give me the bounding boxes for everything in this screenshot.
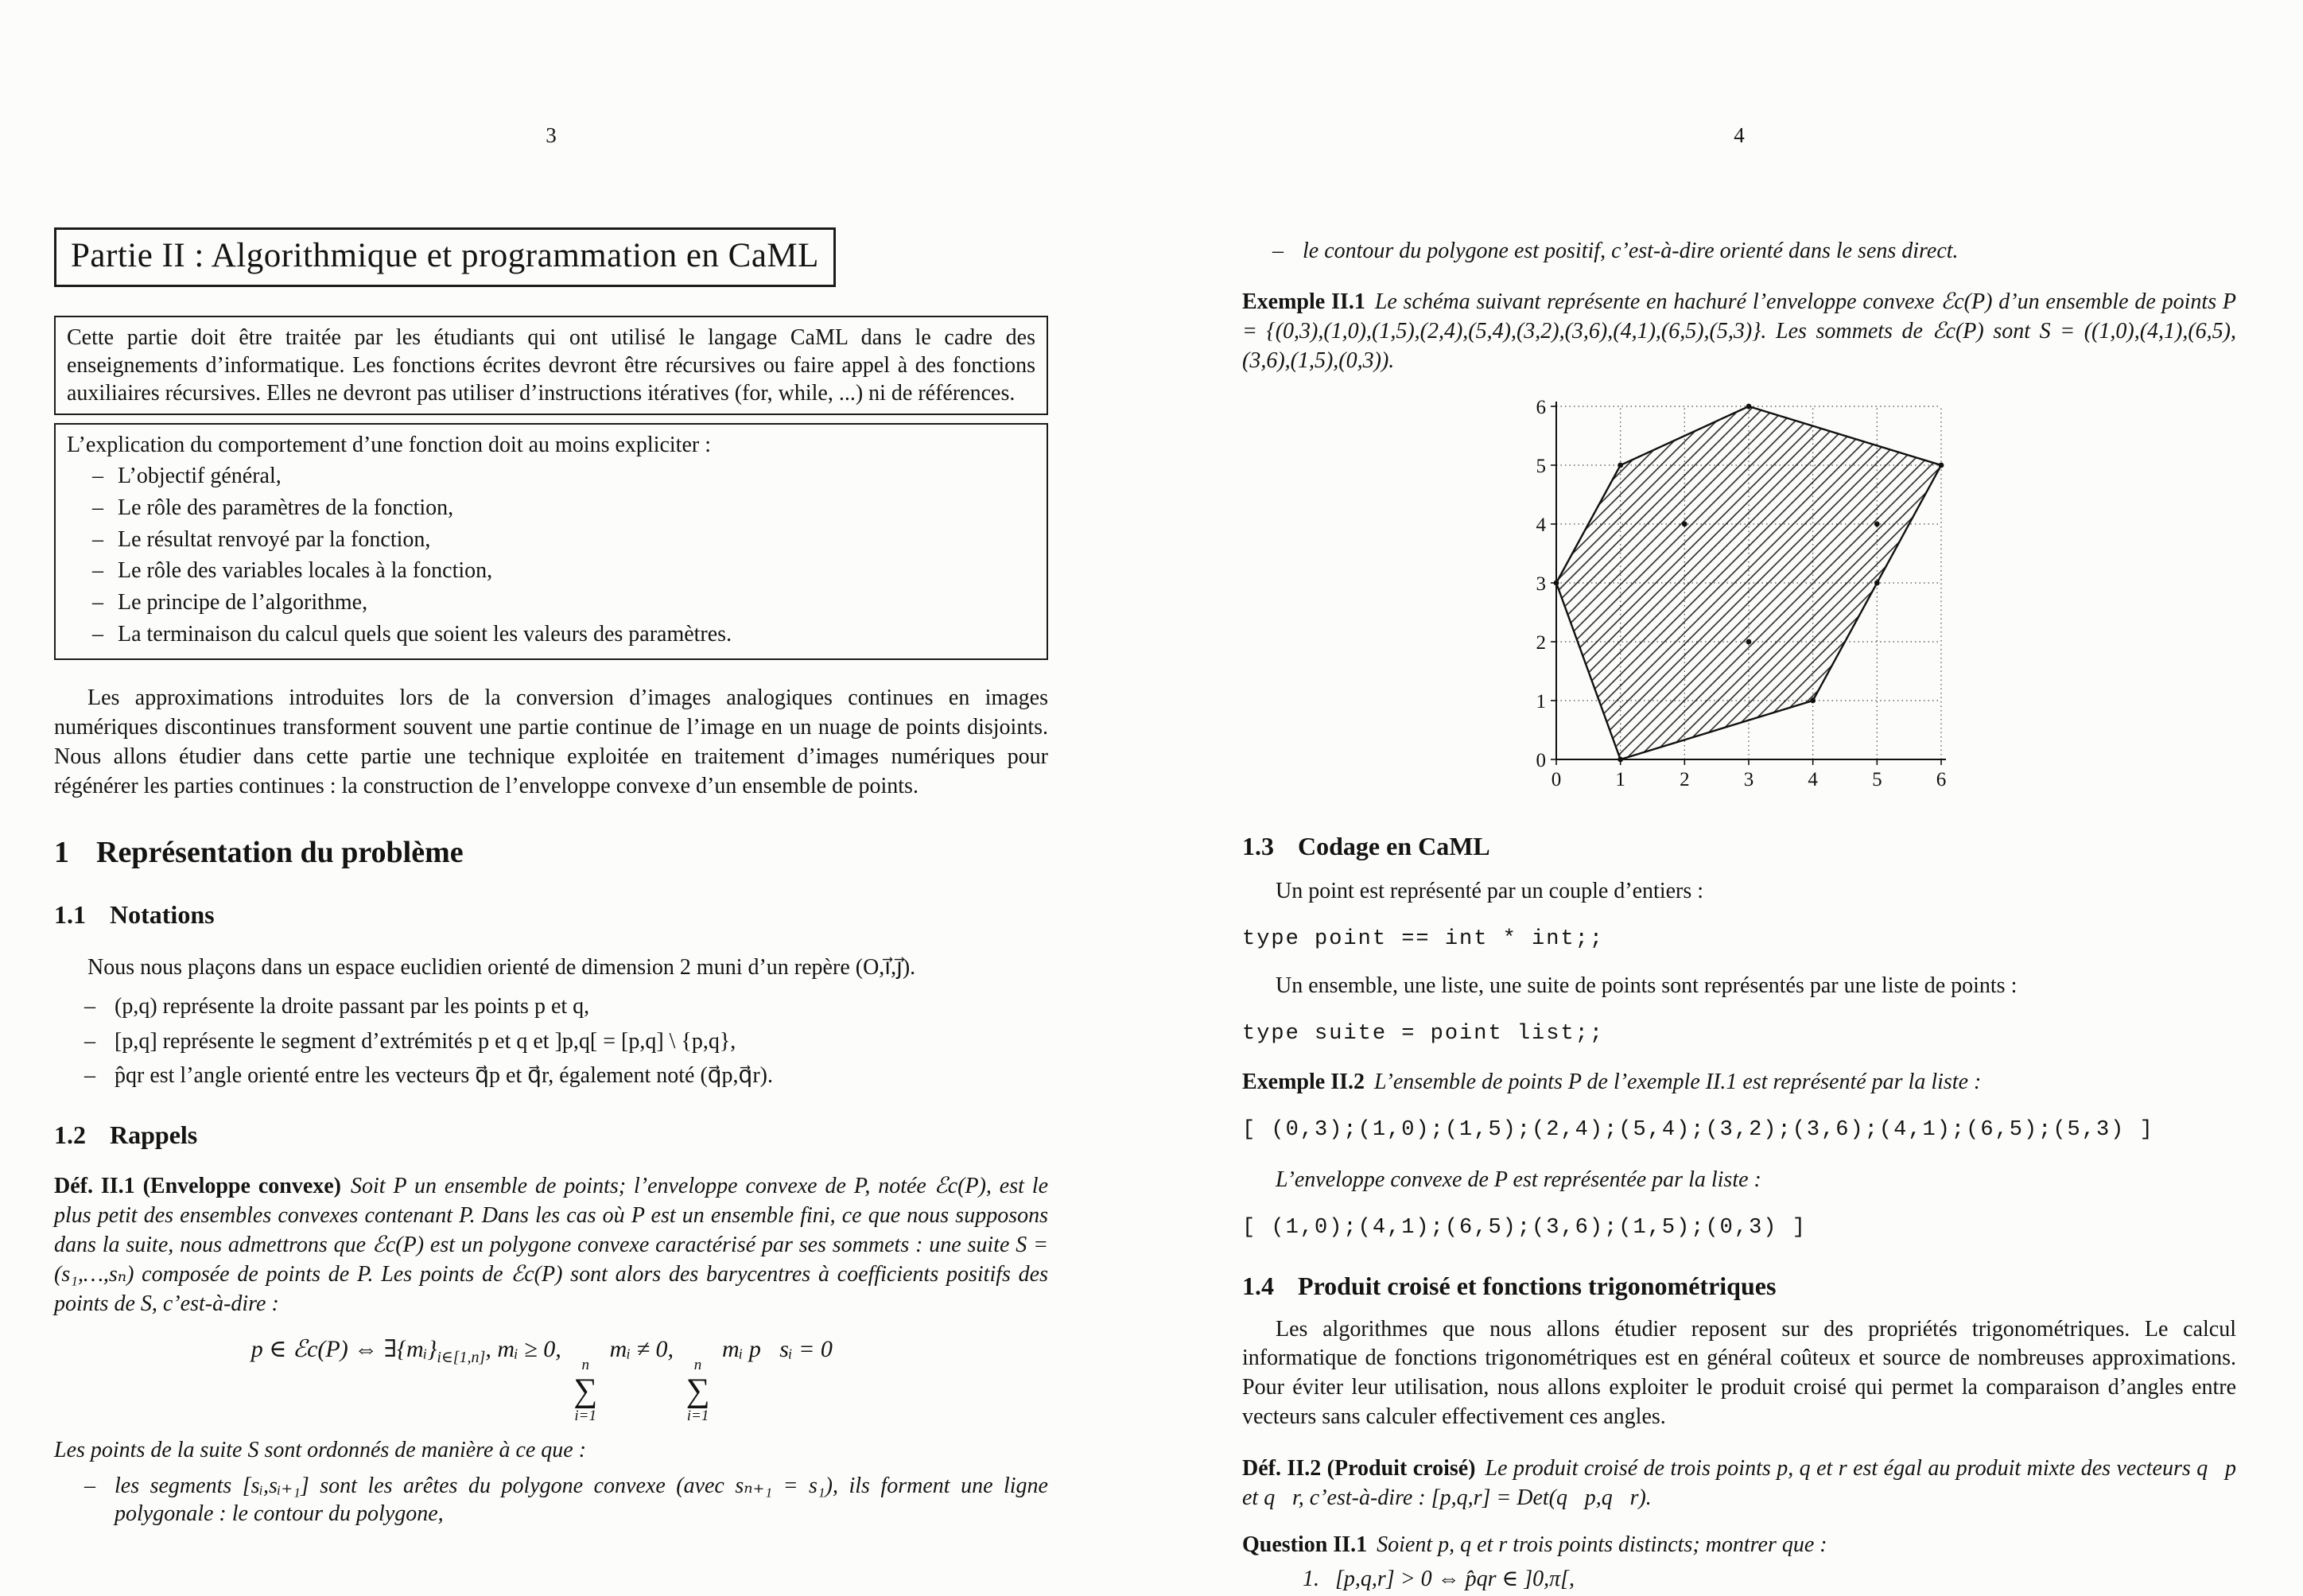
- section-1-3-heading: [1242, 832, 2236, 861]
- section-1-2-heading: [54, 1120, 1048, 1150]
- example-label: Exemple II.2: [1242, 1069, 1365, 1094]
- svg-text:4: 4: [1808, 768, 1818, 790]
- sum-symbol: n ∑ i=1: [573, 1356, 598, 1424]
- list-item: – (p,q) représente la droite passant par les points p et q,: [54, 992, 1048, 1021]
- hull-list-intro: L’enveloppe convexe de P est représentée par la liste :: [1276, 1167, 1761, 1192]
- enum-number: 1.: [1303, 1567, 1319, 1592]
- section-1-heading: [54, 835, 1048, 870]
- svg-text:0: 0: [1536, 749, 1546, 771]
- list-item: – Le principe de l’algorithme,: [67, 588, 1035, 617]
- page-number: 4: [1734, 123, 1745, 147]
- section-title: Représentation du problème: [96, 835, 464, 869]
- codage-p2: Un ensemble, une liste, une suite de points sont représentés par une liste de points :: [1276, 973, 2018, 998]
- list-item: – p̂qr est l’angle orienté entre les vecteurs q⃗p et q⃗r, également noté (q⃗p,q⃗r).: [54, 1062, 1048, 1090]
- question-item-1: [1242, 1565, 2236, 1592]
- notations-list: [54, 992, 1048, 1090]
- svg-text:4: 4: [1536, 514, 1546, 536]
- produit-croise-paragraph: Les algorithmes que nous allons étudier reposent sur des propriétés trigonométriques. Le calcul informatique de fonctions trigonométriques est en général coûteux et source de nombreuses approximations. Pour éviter leur utilisation, nous allons exploiter le produit croisé qui permet la comparaison d’angles entre vecteurs sans calculer effectivement ces angles.: [1242, 1316, 2236, 1430]
- example-text: L’ensemble de points P de l’exemple II.1 est représenté par la liste :: [1374, 1069, 1982, 1094]
- definition-produit-croise: [1242, 1454, 2236, 1513]
- formula-lhs2: , mᵢ ≥ 0,: [485, 1335, 561, 1362]
- intro-paragraph: Les approximations introduites lors de la conversion d’images analogiques continues en images numériques discontinues transforment souvent une partie continue de l’image en un nuage de points disjoints. Nous allons étudier dans cette partie une technique exploitée en traitement d’images numériques pour régénérer les parties continues : la construction de l’enveloppe convexe d’un ensemble de points.: [54, 685, 1048, 798]
- sum-symbol: n ∑ i=1: [685, 1356, 710, 1424]
- definition-label: Déf. II.1 (Enveloppe convexe): [54, 1174, 342, 1199]
- list-item: – Le rôle des variables locales à la fonction,: [67, 557, 1035, 585]
- formula-subscript: i∈[1,n]: [437, 1348, 486, 1366]
- list-item: – le contour du polygone est positif, c’est-à-dire orienté dans le sens direct.: [1242, 237, 2236, 266]
- list-item: – les segments [sᵢ,sᵢ₊₁] sont les arêtes du polygone convexe (avec sₙ₊₁ = s₁), ils forment une ligne polygonale : le contour du polygone,: [54, 1472, 1048, 1529]
- svg-text:1: 1: [1615, 768, 1625, 790]
- section-number: 1.1: [54, 899, 86, 929]
- section-title: Produit croisé et fonctions trigonométriques: [1298, 1271, 1777, 1300]
- notice-caml-text: Cette partie doit être traitée par les étudiants qui ont utilisé le langage CaML dans le cadre des enseignements d’informatique. Les fonctions écrites devront être récursives ou faire appel à des fonctions auxiliaires récursives. Elles ne devront pas utiliser d’instructions itératives (for, while, ...) ni de références.: [67, 325, 1035, 406]
- convex-hull-figure: [1517, 390, 1962, 800]
- notice-explication-box: [54, 423, 1048, 660]
- explication-list: [67, 462, 1035, 649]
- convex-hull-plot: [1517, 390, 1962, 796]
- svg-text:6: 6: [1536, 396, 1546, 418]
- notations-intro: Nous nous plaçons dans un espace euclidien orienté de dimension 2 muni d’un repère (O,ı⃗,ȷ⃗).: [87, 954, 916, 980]
- list-item: – La terminaison du calcul quels que soient les valeurs des paramètres.: [67, 620, 1035, 649]
- definition-enveloppe-convexe: [54, 1172, 1048, 1319]
- exemple-2-2: [1242, 1068, 2236, 1097]
- example-text: Le schéma suivant représente en hachuré l’enveloppe convexe ℰc(P) d’un ensemble de points P = {(0,3),(1,0),(1,5),(2,4),(5,4),(3,2),(3,6),(4,1),(6,5),(5,3)}. Les sommets de ℰc(P) sont S = ((1,0),(4,1),(6,5),(3,6),(1,5),(0,3)).: [1242, 289, 2237, 373]
- section-number: 1.2: [54, 1120, 86, 1150]
- example-label: Exemple II.1: [1242, 289, 1365, 314]
- definition-text: Soit P un ensemble de points; l’enveloppe convexe de P, notée ℰc(P), est le plus petit des ensembles convexes contenant P. Dans les cas où P est un ensemble fini, ce que nous supposons dans la suite, nous admettrons que ℰc(P) est un polygone convexe caractérisé par ses sommets : une suite S = (s₁,…,sₙ) composée de points de P. Les points de ℰc(P) sont alors des barycentres à coefficients positifs des points de S, c’est-à-dire :: [54, 1174, 1049, 1317]
- code-type-suite: type suite = point list;;: [1242, 1021, 1605, 1046]
- section-1-1-heading: [54, 900, 1048, 930]
- ordered-intro: Les points de la suite S sont ordonnés de manière à ce que :: [54, 1437, 587, 1462]
- formula-mid: mᵢ ≠ 0,: [609, 1335, 674, 1362]
- section-1-4-heading: [1242, 1272, 2236, 1301]
- page-number: 3: [546, 123, 557, 147]
- list-item: – [p,q] représente le segment d’extrémités p et q et ]p,q[ = [p,q] \ {p,q},: [54, 1027, 1048, 1056]
- section-number: 1: [54, 835, 69, 869]
- svg-text:2: 2: [1536, 631, 1546, 654]
- list-item: – Le rôle des paramètres de la fonction,: [67, 494, 1035, 522]
- enum-text: [p,q,r] > 0 ⇔ p̂qr ∈ ]0,π[,: [1335, 1567, 1575, 1592]
- svg-text:3: 3: [1536, 573, 1546, 595]
- exemple-2-1: [1242, 288, 2236, 376]
- page-3: [54, 0, 1048, 1535]
- section-number: 1.3: [1242, 831, 1274, 860]
- code-hull-list: [ (1,0);(4,1);(6,5);(3,6);(1,5);(0,3) ]: [1242, 1215, 1807, 1240]
- list-item: – Le résultat renvoyé par la fonction,: [67, 526, 1035, 554]
- section-number: 1.4: [1242, 1271, 1274, 1300]
- section-title: Codage en CaML: [1298, 831, 1490, 860]
- page-4: [1242, 0, 2236, 1592]
- section-title: Rappels: [110, 1120, 198, 1150]
- question-2-1: [1242, 1531, 2236, 1560]
- list-item: – L’objectif général,: [67, 462, 1035, 491]
- notice-explication-intro: L’explication du comportement d’une fonction doit au moins expliciter :: [67, 433, 711, 457]
- question-text: Soient p, q et r trois points distincts; montrer que :: [1377, 1532, 1827, 1558]
- svg-text:2: 2: [1680, 768, 1690, 790]
- question-label: Question II.1: [1242, 1532, 1368, 1558]
- svg-text:5: 5: [1872, 768, 1882, 790]
- svg-text:0: 0: [1551, 768, 1562, 790]
- svg-text:6: 6: [1936, 768, 1947, 790]
- contour-list: [54, 1472, 1048, 1529]
- contour-list-continued: [1242, 237, 2236, 266]
- barycentre-formula: [54, 1335, 1048, 1425]
- definition-text: Le produit croisé de trois points p, q et r est égal au produit mixte des vecteurs q⃗p et q⃗r, c’est-à-dire : [p,q,r] = Det(q⃗p,q⃗r).: [1242, 1456, 2237, 1511]
- svg-text:5: 5: [1536, 455, 1546, 477]
- part-title-box: [54, 227, 836, 287]
- part-title: Partie II : Algorithmique et programmation en CaML: [71, 237, 819, 274]
- code-points-list: [ (0,3);(1,0);(1,5);(2,4);(5,4);(3,2);(3,6);(4,1);(6,5);(5,3) ]: [1242, 1117, 2154, 1142]
- formula-lhs: p ∈ ℰc(P) ⇔ ∃{mᵢ}: [250, 1335, 437, 1362]
- notice-caml-box: [54, 316, 1048, 415]
- svg-text:3: 3: [1743, 768, 1754, 790]
- code-type-point: type point == int * int;;: [1242, 926, 1605, 951]
- section-title: Notations: [110, 899, 215, 929]
- formula-tail: mᵢ p⃗sᵢ = 0⃗: [722, 1335, 852, 1362]
- definition-label: Déf. II.2 (Produit croisé): [1242, 1456, 1476, 1481]
- codage-p1: Un point est représenté par un couple d’entiers :: [1276, 878, 1704, 903]
- svg-text:1: 1: [1536, 690, 1546, 713]
